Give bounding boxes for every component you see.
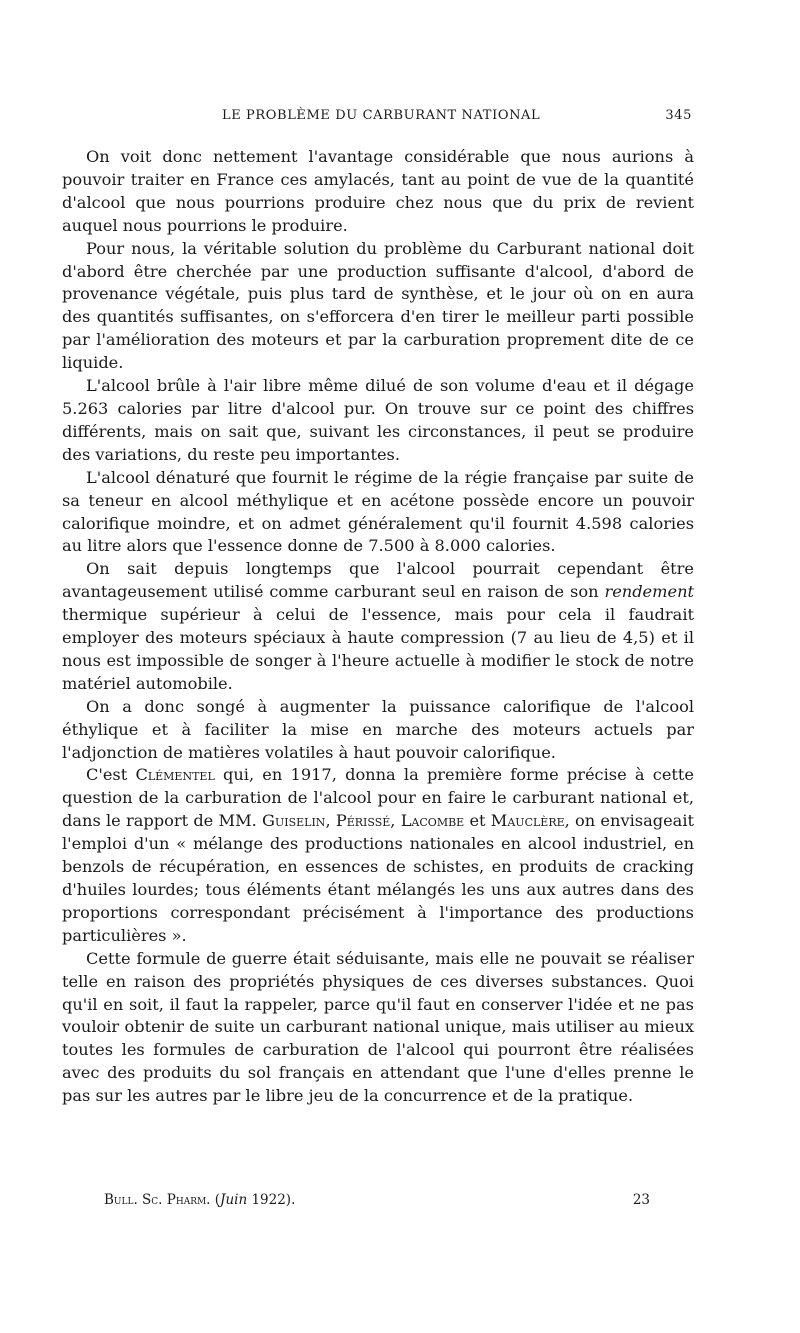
page-footer — [62, 1192, 694, 1214]
paragraph-7-text-f: , on envisageait l'emploi d'un « mélange des productions nationales en alcool industriel, en benzols de récupération, en essences de schistes, en produits de cracking d'huiles lourdes; tous éléments étant mélangés les uns aux autres dans des proportions correspondant précisément à l'importance des productions particulières ». — [62, 811, 694, 945]
paragraph-1: On voit donc nettement l'avantage considérable que nous aurions à pouvoir traiter en France ces amylacés, tant au point de vue de la quantité d'alcool que nous pourrions produire chez nous que du prix de revient auquel nous pourrions le produire. — [62, 147, 694, 235]
author-name-guiselin: Guiselin — [262, 811, 326, 831]
paragraph-3: L'alcool brûle à l'air libre même dilué de son volume d'eau et il dégage 5.263 calories par litre d'alcool pur. On trouve sur ce point des chiffres différents, mais on sait que, suivant les circonstances, il peut se produire des variations, du reste peu importantes. — [62, 376, 694, 464]
signature-mark: 23 — [632, 1192, 650, 1208]
author-name-perisse: Périssé — [335, 811, 391, 831]
body-text — [62, 146, 694, 1108]
journal-source-suffix: 1922). — [247, 1192, 296, 1208]
paragraph-7-text-b: qui, en 1917, donna la première forme précise à cette question de la carburation de l'alcool pour en faire le carburant national et, dans le rapport de MM. — [62, 765, 695, 831]
paragraph-6: On a donc songé à augmenter la puissance calorifique de l'alcool éthylique et à faciliter la mise en marche des moteurs actuels par l'adjonction de matières volatiles à haut pouvoir calorifique. — [62, 696, 694, 762]
paragraph-5-italic-term: rendement — [604, 582, 694, 602]
paragraph-2: Pour nous, la véritable solution du problème du Carburant national doit d'abord être cherchée par une production suffisante d'alcool, d'abord de provenance végétale, puis plus tard de synthèse, et le jour où on en aura des quantités suffisantes, on s'efforcera d'en tirer le meilleur parti possible par l'amélioration des moteurs et par la carburation proprement dite de ce liquide. — [62, 238, 694, 373]
journal-source — [104, 1192, 295, 1208]
author-name-lacombe: Lacombe — [400, 811, 465, 831]
journal-source-prefix: Bull. Sc. Pharm. ( — [104, 1192, 221, 1208]
running-head — [62, 108, 692, 130]
paragraph-5 — [62, 558, 694, 695]
running-title: LE PROBLÈME DU CARBURANT NATIONAL — [222, 108, 541, 123]
paragraph-7-text-c: , — [325, 811, 336, 831]
paragraph-7-text-e: et — [464, 811, 491, 831]
paragraph-5-text-b: thermique supérieur à celui de l'essence, mais pour cela il faudrait employer des moteurs spéciaux à haute compression (7 au lieu de 4,5) et il nous est impossible de songer à l'heure actuelle à modifier le stock de notre matériel automobile. — [62, 605, 694, 693]
paragraph-7-text-d: , — [390, 811, 401, 831]
author-name-clementel: Clémentel — [135, 765, 215, 785]
paragraph-7 — [62, 764, 694, 947]
author-name-mauclere: Mauclère — [490, 811, 565, 831]
paragraph-5-text-a: On sait depuis longtemps que l'alcool pourrait cependant être avantageusement utilisé comme carburant seul en raison de son — [62, 559, 694, 602]
journal-source-month: Juin — [220, 1192, 248, 1208]
page-number: 345 — [665, 108, 692, 123]
paragraph-8: Cette formule de guerre était séduisante, mais elle ne pouvait se réaliser telle en raison des propriétés physiques de ces diverses substances. Quoi qu'il en soit, il faut la rappeler, parce qu'il faut en conserver l'idée et ne pas vouloir obtenir de suite un carburant national unique, mais utiliser au mieux toutes les formules de carburation de l'alcool qui pourront être réalisées avec des produits du sol français en attendant que l'une d'elles prenne le pas sur les autres par le libre jeu de la concurrence et de la pratique. — [62, 948, 694, 1106]
paragraph-7-text-a: C'est — [86, 765, 136, 785]
paragraph-4: L'alcool dénaturé que fournit le régime de la régie française par suite de sa teneur en alcool méthylique et en acétone possède encore un pouvoir calorifique moindre, et on admet généralement qu'il fournit 4.598 calories au litre alors que l'essence donne de 7.500 à 8.000 calories. — [62, 467, 694, 556]
